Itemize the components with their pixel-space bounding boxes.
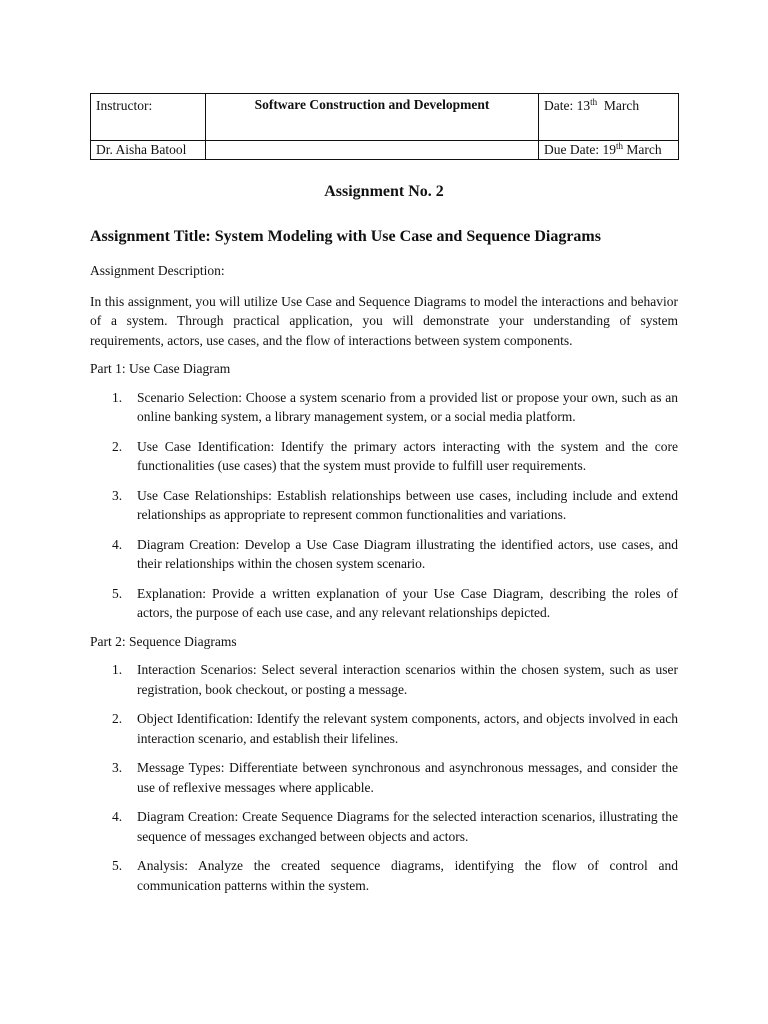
item-number: 5. xyxy=(112,858,123,873)
description-label: Assignment Description: xyxy=(90,263,225,278)
date-sup: th xyxy=(590,97,598,107)
item-number: 2. xyxy=(112,438,123,454)
item-number: 1. xyxy=(112,662,123,677)
item-number: 4. xyxy=(112,536,123,552)
list-item xyxy=(90,584,678,623)
part1-heading: Part 1: Use Case Diagram xyxy=(90,361,231,376)
item-number: 3. xyxy=(112,487,123,503)
document-page xyxy=(90,93,678,895)
part2-heading: Part 2: Sequence Diagrams xyxy=(90,633,237,649)
instructor-name-cell xyxy=(91,141,206,160)
course-title: Software Construction and Development xyxy=(254,97,490,112)
item-text: Analysis: Analyze the created sequence diagrams, identifying the flow of control and communication patterns within the system. xyxy=(137,858,678,893)
description-paragraph: In this assignment, you will utilize Use Case and Sequence Diagrams to model the interactions and behavior of a system. Through practical application, you will demonstrate your understanding of system requirements, actors, use cases, and the flow of interactions between system components. xyxy=(90,293,678,348)
assignment-title: Assignment Title: System Modeling with Use Case and Sequence Diagrams xyxy=(90,228,601,245)
list-item xyxy=(90,807,678,846)
item-text: Object Identification: Identify the relevant system components, actors, and objects involved in each interaction scenario, and establish their lifelines. xyxy=(137,711,678,746)
list-item xyxy=(90,660,678,699)
assignment-number: Assignment No. 2 xyxy=(324,183,444,200)
item-number: 4. xyxy=(112,809,123,824)
empty-cell xyxy=(206,141,539,160)
item-text: Diagram Creation: Create Sequence Diagrams for the selected interaction scenarios, illustrating the sequence of messages exchanged between objects and actors. xyxy=(137,809,678,844)
due-prefix: Due Date: 19 xyxy=(544,142,616,157)
item-number: 2. xyxy=(112,711,123,726)
instructor-label: Instructor: xyxy=(96,98,153,113)
item-text: Message Types: Differentiate between synchronous and asynchronous messages, and consider the use of reflexive messages where applicable. xyxy=(137,760,678,795)
item-number: 3. xyxy=(112,760,123,775)
date-prefix: Date: 13 xyxy=(544,98,591,113)
item-text: Interaction Scenarios: Select several interaction scenarios within the chosen system, such as user registration, book checkout, or posting a message. xyxy=(137,662,678,697)
item-number: 1. xyxy=(112,389,123,405)
due-sup: th xyxy=(615,141,623,151)
due-date-cell xyxy=(539,141,679,160)
list-item xyxy=(90,535,678,574)
due-suffix: March xyxy=(623,142,662,157)
item-text: Use Case Identification: Identify the primary actors interacting with the system and the core functionalities (use cases) that the system must provide to fulfill user requirements. xyxy=(137,438,678,473)
item-number: 5. xyxy=(112,585,123,601)
list-item xyxy=(90,388,678,427)
date-suffix: March xyxy=(597,98,640,113)
list-item xyxy=(90,437,678,476)
item-text: Diagram Creation: Develop a Use Case Diagram illustrating the identified actors, use cases, and their relationships within the chosen system scenario. xyxy=(137,536,678,571)
list-item xyxy=(90,486,678,525)
item-text: Scenario Selection: Choose a system scenario from a provided list or propose your own, such as an online banking system, a library management system, or a social media platform. xyxy=(137,389,678,424)
header-table xyxy=(90,93,679,160)
part2-list xyxy=(90,660,678,895)
list-item xyxy=(90,709,678,748)
date-cell xyxy=(539,94,679,141)
item-text: Use Case Relationships: Establish relationships between use cases, including include and extend relationships as appropriate to represent common functionalities and variations. xyxy=(137,487,678,522)
item-text: Explanation: Provide a written explanation of your Use Case Diagram, describing the roles of actors, the purpose of each use case, and any relevant relationships depicted. xyxy=(137,585,678,620)
course-title-cell xyxy=(206,94,539,141)
list-item xyxy=(90,856,678,895)
part1-list xyxy=(90,388,678,623)
instructor-name: Dr. Aisha Batool xyxy=(96,142,187,157)
instructor-label-cell xyxy=(91,94,206,141)
list-item xyxy=(90,758,678,797)
